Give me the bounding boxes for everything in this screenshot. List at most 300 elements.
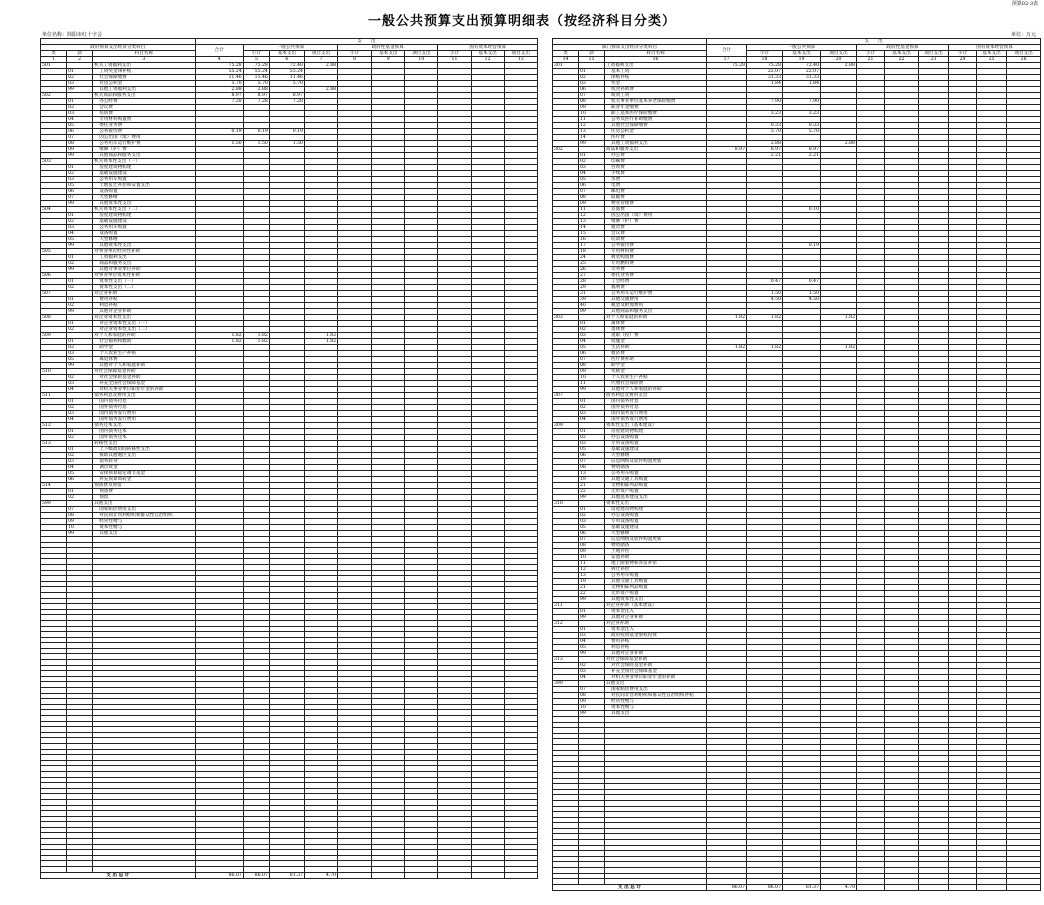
subject-name: 对民间非营利组织和群众性自治组织 bbox=[93, 513, 195, 519]
item-code: 11 bbox=[579, 381, 605, 387]
item-code: 99 bbox=[579, 711, 605, 717]
subject-name: 其他资本性支出 bbox=[93, 243, 195, 249]
subject-name: 伙食补助费 bbox=[605, 87, 707, 93]
subject-name: 维修（护）费 bbox=[605, 219, 707, 225]
item-code: 01 bbox=[67, 399, 93, 405]
item-code: 21 bbox=[579, 483, 605, 489]
unit-name: 单位名称：简阳市红十字会 bbox=[42, 32, 103, 38]
column-number: 9 bbox=[372, 57, 405, 63]
header-total: 合计 bbox=[707, 45, 747, 57]
subject-name: 奖励金 bbox=[605, 369, 707, 375]
item-code: 17 bbox=[579, 243, 605, 249]
item-code: 12 bbox=[579, 213, 605, 219]
subject-name: 其他基本建设支出 bbox=[605, 495, 707, 501]
class-code: 309 bbox=[553, 423, 579, 429]
item-code: 02 bbox=[67, 495, 93, 501]
total-value: 0.19 bbox=[195, 129, 243, 135]
subtotal-value: 4.50 bbox=[747, 297, 783, 303]
class-code: 307 bbox=[553, 393, 579, 399]
item-code: 06 bbox=[67, 129, 93, 135]
empty-cell bbox=[372, 872, 405, 878]
item-code: 10 bbox=[579, 375, 605, 381]
item-code: 06 bbox=[67, 189, 93, 195]
item-code: 05 bbox=[67, 237, 93, 243]
subject-name: 土地征迁补偿和安置支出 bbox=[93, 183, 195, 189]
header-subtotal: 小计 bbox=[747, 51, 783, 57]
subtotal-value: 75.28 bbox=[747, 63, 783, 69]
item-code: 01 bbox=[67, 99, 93, 105]
item-code: 08 bbox=[579, 363, 605, 369]
subject-name: 公务用车购置 bbox=[605, 471, 707, 477]
total-value: 5.70 bbox=[195, 81, 243, 87]
subject-name: 邮电费 bbox=[605, 189, 707, 195]
subject-name: 设备购置 bbox=[93, 231, 195, 237]
item-code: 02 bbox=[67, 453, 93, 459]
column-number: 15 bbox=[579, 57, 605, 63]
item-code: 10 bbox=[67, 525, 93, 531]
class-code: 511 bbox=[41, 393, 67, 399]
header-project: 项目支出 bbox=[304, 51, 337, 57]
item-code: 02 bbox=[67, 219, 93, 225]
subject-name: 房屋建筑物购建 bbox=[93, 213, 195, 219]
column-number: 20 bbox=[821, 57, 857, 63]
basic-value: 5.70 bbox=[783, 129, 821, 135]
item-code: 10 bbox=[579, 111, 605, 117]
subject-name: 土地补偿 bbox=[605, 549, 707, 555]
subject-name: 基础设施建设 bbox=[93, 171, 195, 177]
item-code: 10 bbox=[579, 705, 605, 711]
subject-name: 会议费 bbox=[605, 231, 707, 237]
class-code: 512 bbox=[41, 423, 67, 429]
item-code: 02 bbox=[67, 435, 93, 441]
subject-name: 大型修缮 bbox=[605, 531, 707, 537]
class-code: 310 bbox=[553, 501, 579, 507]
item-code: 07 bbox=[579, 459, 605, 465]
total-value: 1.82 bbox=[707, 315, 747, 321]
subject-name: 其他支出 bbox=[605, 681, 707, 687]
class-code: 506 bbox=[41, 273, 67, 279]
subject-name: 个人农业生产补贴 bbox=[93, 351, 195, 357]
subject-name: 资本性支出（一） bbox=[93, 279, 195, 285]
item-code: 04 bbox=[67, 231, 93, 237]
basic-value: 7.90 bbox=[783, 99, 821, 105]
item-code: 03 bbox=[579, 333, 605, 339]
subject-name: 房屋建筑物购建 bbox=[605, 429, 707, 435]
item-code: 99 bbox=[67, 201, 93, 207]
total-value: 55.24 bbox=[195, 69, 243, 75]
subtotal-value: 8.97 bbox=[243, 93, 269, 99]
class-code: 507 bbox=[41, 291, 67, 297]
subject-name: 地上附着物和青苗补偿 bbox=[605, 561, 707, 567]
subject-name: 公务接待费 bbox=[605, 243, 707, 249]
subject-name: 国内债务还本 bbox=[93, 429, 195, 435]
item-code: 01 bbox=[579, 609, 605, 615]
item-code: 03 bbox=[67, 381, 93, 387]
column-number: 5 bbox=[243, 57, 269, 63]
subtotal-value: 5.70 bbox=[747, 129, 783, 135]
item-code: 01 bbox=[67, 255, 93, 261]
item-code: 08 bbox=[579, 195, 605, 201]
item-code: 03 bbox=[67, 177, 93, 183]
project-value: 1.82 bbox=[304, 339, 337, 345]
subtotal-value: 0.19 bbox=[243, 129, 269, 135]
item-code: 13 bbox=[579, 573, 605, 579]
subject-name: 公务用车购置 bbox=[93, 177, 195, 183]
subject-name: 国内债务发行费用 bbox=[93, 411, 195, 417]
item-code: 13 bbox=[579, 471, 605, 477]
subject-name: 债务利息及费用支出 bbox=[605, 393, 707, 399]
class-code: 510 bbox=[41, 369, 67, 375]
subject-name: 费用补贴 bbox=[93, 297, 195, 303]
subtotal-value: 75.28 bbox=[243, 63, 269, 69]
item-code: 05 bbox=[67, 357, 93, 363]
subject-name: 对机关事业单位职业年金的补助 bbox=[93, 387, 195, 393]
subject-name: 预备费 bbox=[93, 489, 195, 495]
basic-value: 1.84 bbox=[783, 81, 821, 87]
item-code: 03 bbox=[67, 411, 93, 417]
subject-name: 对企业资本性支出（二） bbox=[93, 327, 195, 333]
class-code: 303 bbox=[553, 315, 579, 321]
item-code: 99 bbox=[579, 597, 605, 603]
basic-value: 7.28 bbox=[269, 99, 304, 105]
subject-name: 国内债务付息 bbox=[93, 399, 195, 405]
subject-name: 咨询费 bbox=[605, 165, 707, 171]
subject-name: 对事业单位资本性补助 bbox=[93, 273, 195, 279]
total-value: 2.88 bbox=[195, 87, 243, 93]
item-code: 24 bbox=[579, 255, 605, 261]
basic-value: 0.19 bbox=[783, 243, 821, 249]
subject-name: 上下级政府间转移性支出 bbox=[93, 447, 195, 453]
subject-name: 对事业单位经常性补助 bbox=[93, 249, 195, 255]
subject-name: 基本工资 bbox=[605, 69, 707, 75]
subject-name: 物业管理费 bbox=[605, 201, 707, 207]
total-value: 1.50 bbox=[195, 141, 243, 147]
subject-name: 培训费 bbox=[605, 237, 707, 243]
item-code: 01 bbox=[579, 627, 605, 633]
project-value: 1.82 bbox=[821, 315, 857, 321]
item-code: 03 bbox=[579, 669, 605, 675]
total-label: 支 出 总 计 bbox=[41, 872, 196, 878]
basic-value: 8.97 bbox=[269, 93, 304, 99]
subject-name: 预备费及预留 bbox=[93, 483, 195, 489]
header-fund-budget: 政府性基金预算 bbox=[857, 45, 949, 51]
subject-name: 差旅费 bbox=[605, 207, 707, 213]
subject-name: 社会保障缴费 bbox=[93, 75, 195, 81]
subject-name: 国内债务付息 bbox=[605, 399, 707, 405]
item-code: 04 bbox=[67, 417, 93, 423]
column-number: 17 bbox=[707, 57, 747, 63]
subject-name: 会议费 bbox=[93, 105, 195, 111]
subject-name: 医疗费 bbox=[605, 135, 707, 141]
item-code: 02 bbox=[67, 75, 93, 81]
item-code: 39 bbox=[579, 297, 605, 303]
item-code: 19 bbox=[579, 477, 605, 483]
column-number: 11 bbox=[438, 57, 471, 63]
column-number: 7 bbox=[304, 57, 337, 63]
total-row bbox=[553, 884, 1041, 890]
subject-name: 因公出国（境）费用 bbox=[605, 213, 707, 219]
subject-name: 公务用车运行维护费 bbox=[93, 141, 195, 147]
item-code: 29 bbox=[579, 285, 605, 291]
subtotal-value: 3.23 bbox=[747, 111, 783, 117]
header-basic: 基本支出 bbox=[372, 51, 405, 57]
subject-name: 办公设备购置 bbox=[605, 513, 707, 519]
project-value: 1.82 bbox=[821, 345, 857, 351]
item-code: 09 bbox=[67, 519, 93, 525]
header-basic: 基本支出 bbox=[977, 51, 1007, 57]
subject-name: 费用补贴 bbox=[605, 639, 707, 645]
subject-name: 国内债务发行费用 bbox=[605, 411, 707, 417]
item-code: 13 bbox=[579, 219, 605, 225]
subject-name: 办公设备购置 bbox=[605, 435, 707, 441]
header-expenditure: 支 出 bbox=[707, 39, 1041, 45]
header-project: 项目支出 bbox=[504, 51, 537, 57]
subject-name: 对社会保障基金补助 bbox=[93, 369, 195, 375]
subject-name: 印刷费 bbox=[605, 159, 707, 165]
header-capital-budget: 国有资本经营预算 bbox=[949, 45, 1041, 51]
subject-name: 其他商品和服务支出 bbox=[93, 153, 195, 159]
header-class: 类 bbox=[553, 51, 579, 57]
header-fund-budget: 政府性基金预算 bbox=[338, 45, 438, 51]
item-code: 02 bbox=[67, 345, 93, 351]
subject-name: 对企业资本性支出 bbox=[93, 315, 195, 321]
class-code: 313 bbox=[553, 657, 579, 663]
item-code: 06 bbox=[579, 453, 605, 459]
item-code: 08 bbox=[579, 693, 605, 699]
subject-name: 工资奖金津补贴 bbox=[93, 69, 195, 75]
total-value: 86.07 bbox=[243, 872, 269, 878]
subject-name: 无形资产购置 bbox=[605, 591, 707, 597]
basic-value: 72.40 bbox=[269, 63, 304, 69]
subject-name: 社会福利和救助 bbox=[93, 339, 195, 345]
subject-name: 代缴社会保险费 bbox=[605, 381, 707, 387]
header-project: 项目支出 bbox=[919, 51, 949, 57]
item-code: 31 bbox=[579, 291, 605, 297]
column-number: 4 bbox=[195, 57, 243, 63]
column-number: 2 bbox=[67, 57, 93, 63]
empty-cell bbox=[338, 872, 372, 878]
subject-name: 对社会保障基金补助 bbox=[605, 657, 707, 663]
subject-name: 资本金注入 bbox=[605, 627, 707, 633]
subject-name: 手续费 bbox=[605, 171, 707, 177]
subject-name: 住房公积金 bbox=[93, 81, 195, 87]
item-code: 07 bbox=[579, 357, 605, 363]
subject-name: 机关资本性支出（二） bbox=[93, 207, 195, 213]
item-code: 02 bbox=[67, 285, 93, 291]
column-number: 19 bbox=[783, 57, 821, 63]
class-code: 301 bbox=[553, 63, 579, 69]
total-value: 86.07 bbox=[195, 872, 243, 878]
subject-name: 商品和服务支出 bbox=[93, 261, 195, 267]
item-code: 22 bbox=[579, 591, 605, 597]
total-value: 4.70 bbox=[304, 872, 337, 878]
subtotal-value: 0.33 bbox=[747, 123, 783, 129]
column-number: 12 bbox=[471, 57, 504, 63]
column-number: 3 bbox=[93, 57, 195, 63]
item-code: 01 bbox=[579, 69, 605, 75]
subject-name: 对企业补助 bbox=[605, 621, 707, 627]
subject-name: 转移性支出 bbox=[93, 441, 195, 447]
total-row bbox=[41, 872, 538, 878]
header-project: 项目支出 bbox=[405, 51, 438, 57]
subject-name: 对个人和家庭的补助 bbox=[605, 315, 707, 321]
subject-name: 委托业务费 bbox=[93, 123, 195, 129]
item-code: 09 bbox=[579, 369, 605, 375]
item-code: 08 bbox=[579, 465, 605, 471]
item-code: 04 bbox=[67, 387, 93, 393]
item-code: 99 bbox=[67, 153, 93, 159]
basic-value: 3.23 bbox=[783, 111, 821, 117]
item-code: 02 bbox=[579, 663, 605, 669]
total-value: 1.82 bbox=[195, 339, 243, 345]
item-code: 99 bbox=[579, 495, 605, 501]
subject-name: 机关资本性支出（一） bbox=[93, 159, 195, 165]
item-code: 09 bbox=[67, 147, 93, 153]
subject-name: 其他资本性支出 bbox=[93, 201, 195, 207]
item-code: 05 bbox=[579, 525, 605, 531]
subject-name: 对社会保险基金补助 bbox=[605, 663, 707, 669]
subject-name: 资本金注入 bbox=[605, 609, 707, 615]
item-code: 12 bbox=[579, 567, 605, 573]
project-value: 2.88 bbox=[821, 141, 857, 147]
item-code: 02 bbox=[67, 261, 93, 267]
subject-name: 工资福利支出 bbox=[93, 255, 195, 261]
empty-cell bbox=[1007, 884, 1041, 890]
subtotal-value: 1.82 bbox=[243, 333, 269, 339]
subject-name: 物资储备 bbox=[605, 543, 707, 549]
subject-name: 公务员医疗补助缴费 bbox=[605, 117, 707, 123]
header-general-budget: 一般公共预算 bbox=[747, 45, 857, 51]
column-number: 6 bbox=[269, 57, 304, 63]
subject-name: 信息网络及软件购置更新 bbox=[605, 459, 707, 465]
subject-name: 其他社会保障缴费 bbox=[605, 123, 707, 129]
item-code: 02 bbox=[579, 159, 605, 165]
header-basic: 基本支出 bbox=[885, 51, 919, 57]
item-code: 04 bbox=[579, 171, 605, 177]
subtotal-value: 31.33 bbox=[747, 75, 783, 81]
item-code: 99 bbox=[579, 615, 605, 621]
column-number: 1 bbox=[41, 57, 67, 63]
total-value: 75.28 bbox=[707, 63, 747, 69]
subject-name: 离退休费 bbox=[93, 357, 195, 363]
subtotal-value: 1.50 bbox=[243, 141, 269, 147]
subject-name: 其他支出 bbox=[93, 501, 195, 507]
item-code: 04 bbox=[67, 465, 93, 471]
subject-name: 公务接待费 bbox=[93, 129, 195, 135]
item-code: 01 bbox=[579, 153, 605, 159]
subject-name: 国外债务付息 bbox=[605, 405, 707, 411]
dept-subject-table bbox=[552, 38, 1041, 891]
item-code: 09 bbox=[579, 549, 605, 555]
item-code: 14 bbox=[579, 225, 605, 231]
subject-name: 其他工资福利支出 bbox=[93, 87, 195, 93]
header-expenditure: 支 出 bbox=[195, 39, 537, 45]
item-code: 21 bbox=[579, 585, 605, 591]
subject-name: 其他交通费用 bbox=[605, 297, 707, 303]
item-code: 05 bbox=[67, 183, 93, 189]
subject-name: 机关工资福利支出 bbox=[93, 63, 195, 69]
empty-cell bbox=[857, 884, 885, 890]
subject-name: 奖金 bbox=[605, 81, 707, 87]
item-code: 05 bbox=[67, 123, 93, 129]
header-total: 合计 bbox=[195, 45, 243, 57]
column-number: 25 bbox=[977, 57, 1007, 63]
item-code: 06 bbox=[579, 531, 605, 537]
item-code: 01 bbox=[67, 297, 93, 303]
subject-name: 专用设备购置 bbox=[605, 519, 707, 525]
item-code: 99 bbox=[67, 267, 93, 273]
item-code: 10 bbox=[579, 555, 605, 561]
item-code: 01 bbox=[67, 213, 93, 219]
subject-name: 大型修缮 bbox=[93, 195, 195, 201]
subject-name: 国外债务发行费用 bbox=[93, 417, 195, 423]
subject-name: 资本性赠与 bbox=[605, 705, 707, 711]
subject-name: 职工基本医疗保险缴费 bbox=[605, 111, 707, 117]
subject-name: 债务转贷 bbox=[93, 459, 195, 465]
subject-name: 无形资产购置 bbox=[605, 489, 707, 495]
empty-cell bbox=[504, 872, 537, 878]
subject-name: 生活补助 bbox=[605, 345, 707, 351]
class-code: 599 bbox=[41, 501, 67, 507]
subject-name: 因公出国（境）费用 bbox=[93, 135, 195, 141]
item-code: 06 bbox=[579, 183, 605, 189]
subject-name: 国外债务发行费用 bbox=[605, 417, 707, 423]
basic-value: 2.21 bbox=[783, 153, 821, 159]
item-code: 08 bbox=[579, 99, 605, 105]
header-gov-subject: 政府预算支出经济分类科目 bbox=[41, 45, 196, 51]
basic-value: 4.50 bbox=[783, 297, 821, 303]
total-value: 7.28 bbox=[195, 99, 243, 105]
basic-value: 31.33 bbox=[783, 75, 821, 81]
subject-name: 政府投资基金股权投资 bbox=[605, 633, 707, 639]
item-code: 16 bbox=[579, 237, 605, 243]
subject-name: 公务用车购置 bbox=[93, 225, 195, 231]
subject-name: 物资储备 bbox=[605, 465, 707, 471]
header-capital-budget: 国有资本经营预算 bbox=[438, 45, 538, 51]
subject-name: 其他对个人和家庭的补助 bbox=[605, 387, 707, 393]
item-code: 07 bbox=[579, 687, 605, 693]
total-value: 11.46 bbox=[195, 75, 243, 81]
item-code: 09 bbox=[579, 105, 605, 111]
item-code: 01 bbox=[67, 429, 93, 435]
subject-name: 资本性支出 bbox=[605, 501, 707, 507]
header-subtotal: 小计 bbox=[857, 51, 885, 57]
subject-name: 培训费 bbox=[93, 111, 195, 117]
subject-name: 利息补贴 bbox=[605, 645, 707, 651]
subtotal-value: 1.82 bbox=[243, 339, 269, 345]
subtotal-value: 1.82 bbox=[747, 345, 783, 351]
subject-name: 预留 bbox=[93, 495, 195, 501]
subject-name: 房屋建筑物购建 bbox=[93, 165, 195, 171]
subject-name: 其他支出 bbox=[93, 531, 195, 537]
subtotal-value: 2.88 bbox=[747, 141, 783, 147]
subject-name: 国外债务还本 bbox=[93, 435, 195, 441]
subject-name: 资本性赠与 bbox=[93, 525, 195, 531]
item-code: 01 bbox=[579, 321, 605, 327]
header-subject-name: 科目名称 bbox=[93, 51, 195, 57]
item-code: 09 bbox=[579, 699, 605, 705]
subject-name: 安排预算稳定调节基金 bbox=[93, 471, 195, 477]
item-code: 01 bbox=[67, 69, 93, 75]
item-code: 15 bbox=[579, 231, 605, 237]
total-value: 8.97 bbox=[195, 93, 243, 99]
project-value: 1.82 bbox=[304, 333, 337, 339]
subject-name: 工会经费 bbox=[605, 279, 707, 285]
header-subject-name: 科目名称 bbox=[605, 51, 707, 57]
subject-name: 基础设施建设 bbox=[605, 525, 707, 531]
item-code: 12 bbox=[579, 123, 605, 129]
subject-name: 福利费 bbox=[605, 285, 707, 291]
